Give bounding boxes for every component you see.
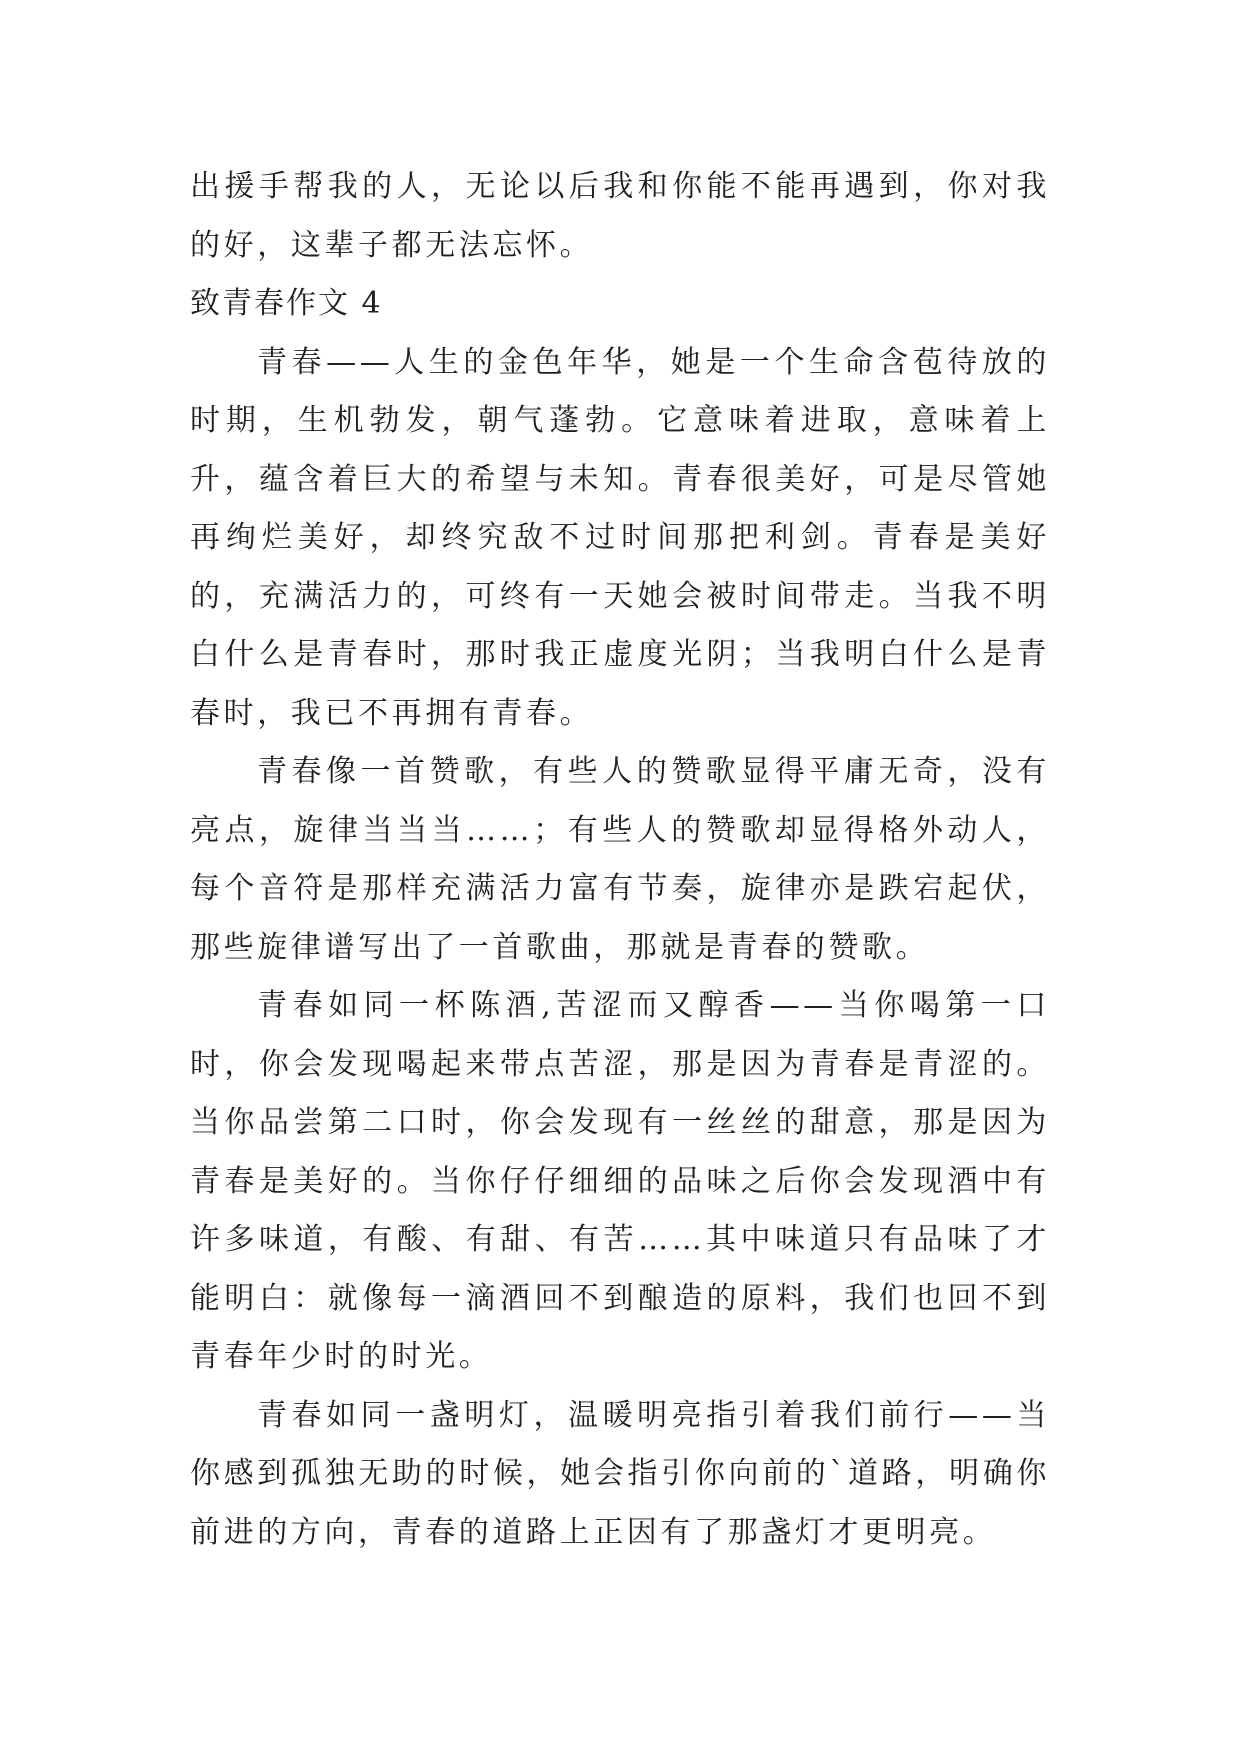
essay-heading: 致青春作文 4 [190,286,383,321]
paragraph: 青春如同一杯陈酒,苦涩而又醇香——当你喝第一口时，你会发现喝起来带点苦涩，那是因为青春是青涩的。当你品尝第二口时，你会发现有一丝丝的甜意，那是因为青春是美好的。当你仔仔细细的品味之后你会发现酒中有许多味道，有酸、有甜、有苦……其中味道只有品味了才能明白：就像每一滴酒回不到酿造的原料，我们也回不到青春年少时的时光。 [190,988,1050,1374]
paragraph-continuation: 出援手帮我的人，无论以后我和你能不能再遇到，你对我的好，这辈子都无法忘怀。 [190,169,1050,263]
paragraph: 青春像一首赞歌，有些人的赞歌显得平庸无奇，没有亮点，旋律当当当……；有些人的赞歌却显得格外动人，每个音符是那样充满活力富有节奏，旋律亦是跌宕起伏，那些旋律谱写出了一首歌曲，那就是青春的赞歌。 [190,754,1050,965]
paragraph: 青春——人生的金色年华，她是一个生命含苞待放的时期，生机勃发，朝气蓬勃。它意味着进取，意味着上升，蕴含着巨大的希望与未知。青春很美好，可是尽管她再绚烂美好，却终究敌不过时间那把利剑。青春是美好的，充满活力的，可终有一天她会被时间带走。当我不明白什么是青春时，那时我正虚度光阴；当我明白什么是青春时，我已不再拥有青春。 [190,344,1050,731]
paragraph: 青春如同一盏明灯，温暖明亮指引着我们前行——当你感到孤独无助的时候，她会指引你向前的`道路，明确你前进的方向，青春的道路上正因有了那盏灯才更明亮。 [190,1397,1050,1550]
document-body [190,158,1050,1562]
